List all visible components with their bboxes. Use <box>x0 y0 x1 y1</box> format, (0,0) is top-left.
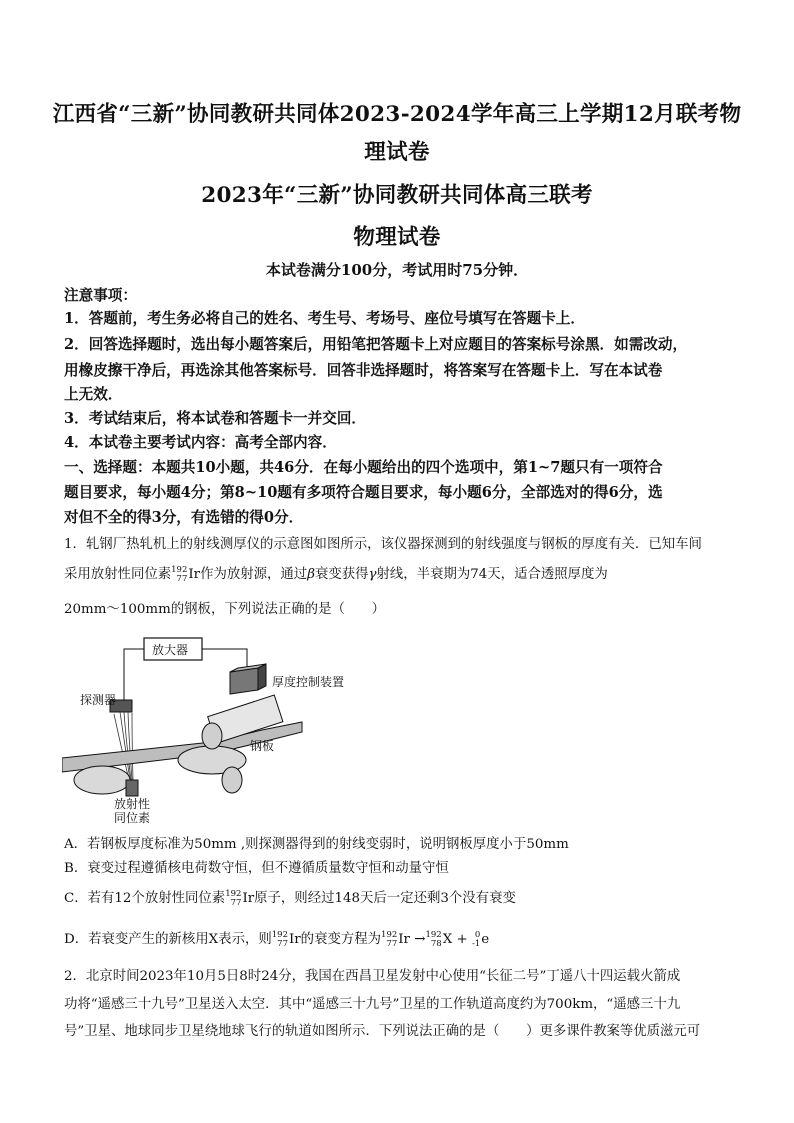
thickness-gauge-diagram <box>62 630 352 825</box>
section1-line1: 一、选择题：本题共10小题，共46分．在每小题给出的四个选项中，第1~7题只有一项符合 <box>64 459 663 476</box>
amplifier-label: 放大器 <box>152 643 189 657</box>
source-label-2: 同位素 <box>114 811 151 825</box>
note-3: 3．考试结束后，将本试卷和答题卡一并交回． <box>64 410 367 427</box>
wire-left <box>124 649 144 700</box>
note-2-line2: 用橡皮擦干净后，再选涂其他答案标号．回答非选择题时，将答案写在答题卡上．写在本试卷 <box>64 362 663 379</box>
note-1: 1．答题前，考生务必将自己的姓名、考生号、考场号、座位号填写在答题卡上． <box>64 310 585 327</box>
q1-option-b: B．衰变过程遵循核电荷数守恒，但不遵循质量数守恒和动量守恒 <box>64 861 449 876</box>
note-2-line1: 2．回答选择题时，选出每小题答案后，用铅笔把答题卡上对应题目的答案标号涂黑．如需改动， <box>64 336 688 353</box>
exam-title: 2023年“三新”协同教研共同体高三联考 <box>201 183 593 208</box>
doc-title-line1: 江西省“三新”协同教研共同体2023-2024学年高三上学期12月联考物 <box>52 102 742 127</box>
q1-option-d: D．若衰变产生的新核用X表示，则 192 77 Ir的衰变方程为 192 77 Ir → 192 78 X + 0 -1 e <box>64 929 490 949</box>
q1-stem-line2: 采用放射性同位素 192 77 Ir作为放射源，通过β衰变获得γ射线，半衰期为74天，适合透照厚度为 <box>64 564 608 584</box>
q2-stem-line2: 功将“遥感三十九号”卫星送入太空．其中“遥感三十九号”卫星的工作轨道高度约为700km，“遥感三十九 <box>64 997 681 1012</box>
section1-line2: 题目要求，每小题4分；第8~10题有多项符合题目要求，每小题6分，全部选对的得6分，选 <box>64 484 663 501</box>
note-2-line3: 上无效． <box>64 386 123 403</box>
q1-option-c: C．若有12个放射性同位素 192 77 Ir原子，则经过148天后一定还剩3个没有衰变 <box>64 888 516 908</box>
source-box <box>126 780 138 796</box>
steel-label: 钢板 <box>250 739 275 753</box>
note-4: 4．本试卷主要考试内容：高考全部内容． <box>64 434 337 451</box>
doc-title-line2: 理试卷 <box>364 140 430 165</box>
isotope-notation: 192 77 <box>171 564 188 584</box>
isotope-notation: 192 77 <box>225 888 242 908</box>
q2-stem-line1: 2．北京时间2023年10月5日8时24分，我国在西昌卫星发射中心使用“长征二号”丁遥八十四运载火箭成 <box>64 969 681 984</box>
score-time-note: 本试卷满分100分，考试用时75分钟． <box>265 261 529 279</box>
section1-line3: 对但不全的得3分，有选错的得0分． <box>64 509 304 526</box>
source-label-1: 放射性 <box>114 797 151 811</box>
q1-option-a: A．若钢板厚度标准为50mm ,则探测器得到的射线变弱时，说明钢板厚度小于50mm <box>64 837 569 852</box>
q1-stem-line1: 1．轧钢厂热轧机上的射线测厚仪的示意图如图所示，该仪器探测到的射线强度与钢板的厚度有关．已知车间 <box>64 537 702 552</box>
q2-stem-line3: 号”卫星、地球同步卫星绕地球飞行的轨道如图所示．下列说法正确的是（ ）更多课件教案等优质滋元可 <box>64 1024 701 1039</box>
detector-label: 探测器 <box>80 693 117 707</box>
notes-heading: 注意事项： <box>64 287 137 304</box>
wire-right <box>202 649 247 670</box>
q1-stem-line3: 20mm～100mm的钢板，下列说法正确的是（ ） <box>64 602 386 617</box>
control-label: 厚度控制装置 <box>272 675 345 689</box>
subject-title: 物理试卷 <box>353 225 441 250</box>
